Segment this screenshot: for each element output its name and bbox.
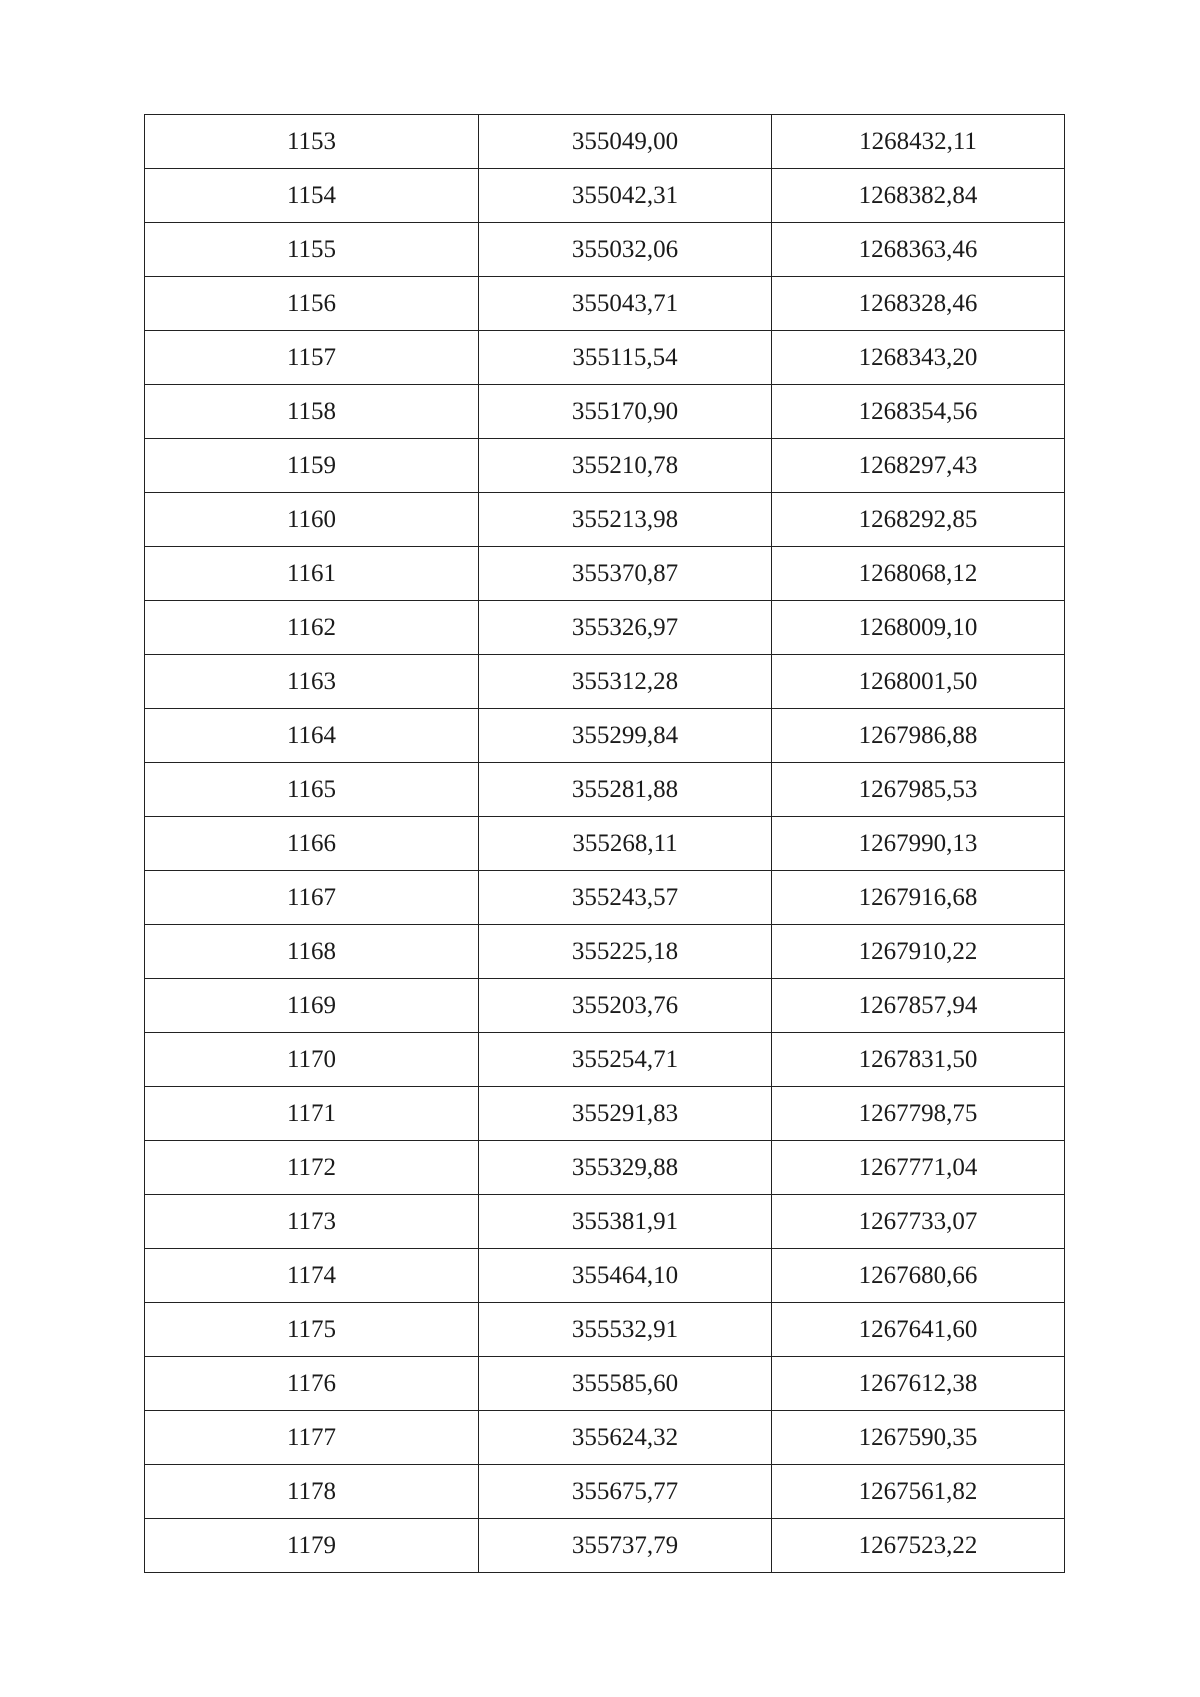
table-row [145,601,1065,655]
x-coordinate-cell: 355254,71 [479,1033,772,1087]
y-coordinate-cell: 1267798,75 [772,1087,1065,1141]
y-coordinate-cell: 1268292,85 [772,493,1065,547]
table-row [145,1303,1065,1357]
x-coordinate-cell: 355737,79 [479,1519,772,1573]
point-number-cell: 1176 [145,1357,479,1411]
point-number-cell: 1166 [145,817,479,871]
y-coordinate-cell: 1268343,20 [772,331,1065,385]
point-number-cell: 1154 [145,169,479,223]
table-row [145,331,1065,385]
table-row [145,1357,1065,1411]
y-coordinate-cell: 1268297,43 [772,439,1065,493]
x-coordinate-cell: 355032,06 [479,223,772,277]
x-coordinate-cell: 355281,88 [479,763,772,817]
y-coordinate-cell: 1268432,11 [772,115,1065,169]
table-row [145,277,1065,331]
y-coordinate-cell: 1267561,82 [772,1465,1065,1519]
x-coordinate-cell: 355203,76 [479,979,772,1033]
y-coordinate-cell: 1267910,22 [772,925,1065,979]
point-number-cell: 1156 [145,277,479,331]
table-row [145,1033,1065,1087]
table-row [145,817,1065,871]
point-number-cell: 1168 [145,925,479,979]
x-coordinate-cell: 355170,90 [479,385,772,439]
point-number-cell: 1161 [145,547,479,601]
point-number-cell: 1164 [145,709,479,763]
table-row [145,1087,1065,1141]
point-number-cell: 1169 [145,979,479,1033]
table-row [145,1249,1065,1303]
y-coordinate-cell: 1267680,66 [772,1249,1065,1303]
table-row [145,1465,1065,1519]
y-coordinate-cell: 1267985,53 [772,763,1065,817]
table-row [145,871,1065,925]
x-coordinate-cell: 355585,60 [479,1357,772,1411]
y-coordinate-cell: 1267916,68 [772,871,1065,925]
y-coordinate-cell: 1268009,10 [772,601,1065,655]
y-coordinate-cell: 1267590,35 [772,1411,1065,1465]
table-row [145,655,1065,709]
coordinates-table-body [145,115,1065,1573]
table-row [145,709,1065,763]
point-number-cell: 1162 [145,601,479,655]
point-number-cell: 1158 [145,385,479,439]
point-number-cell: 1167 [145,871,479,925]
x-coordinate-cell: 355225,18 [479,925,772,979]
y-coordinate-cell: 1268328,46 [772,277,1065,331]
x-coordinate-cell: 355675,77 [479,1465,772,1519]
point-number-cell: 1159 [145,439,479,493]
x-coordinate-cell: 355464,10 [479,1249,772,1303]
x-coordinate-cell: 355243,57 [479,871,772,925]
point-number-cell: 1165 [145,763,479,817]
y-coordinate-cell: 1267986,88 [772,709,1065,763]
table-row [145,439,1065,493]
y-coordinate-cell: 1267641,60 [772,1303,1065,1357]
table-row [145,1141,1065,1195]
table-row [145,979,1065,1033]
coordinates-table [144,114,1065,1573]
x-coordinate-cell: 355624,32 [479,1411,772,1465]
point-number-cell: 1172 [145,1141,479,1195]
x-coordinate-cell: 355326,97 [479,601,772,655]
y-coordinate-cell: 1268363,46 [772,223,1065,277]
x-coordinate-cell: 355042,31 [479,169,772,223]
table-row [145,1519,1065,1573]
point-number-cell: 1179 [145,1519,479,1573]
y-coordinate-cell: 1268382,84 [772,169,1065,223]
point-number-cell: 1177 [145,1411,479,1465]
table-row [145,115,1065,169]
x-coordinate-cell: 355381,91 [479,1195,772,1249]
point-number-cell: 1174 [145,1249,479,1303]
y-coordinate-cell: 1267990,13 [772,817,1065,871]
point-number-cell: 1175 [145,1303,479,1357]
point-number-cell: 1170 [145,1033,479,1087]
y-coordinate-cell: 1267733,07 [772,1195,1065,1249]
x-coordinate-cell: 355043,71 [479,277,772,331]
table-row [145,385,1065,439]
x-coordinate-cell: 355049,00 [479,115,772,169]
table-row [145,169,1065,223]
y-coordinate-cell: 1268354,56 [772,385,1065,439]
point-number-cell: 1173 [145,1195,479,1249]
x-coordinate-cell: 355299,84 [479,709,772,763]
point-number-cell: 1153 [145,115,479,169]
x-coordinate-cell: 355115,54 [479,331,772,385]
table-row [145,763,1065,817]
table-row [145,493,1065,547]
point-number-cell: 1157 [145,331,479,385]
y-coordinate-cell: 1267523,22 [772,1519,1065,1573]
y-coordinate-cell: 1267857,94 [772,979,1065,1033]
y-coordinate-cell: 1267612,38 [772,1357,1065,1411]
point-number-cell: 1160 [145,493,479,547]
table-row [145,1195,1065,1249]
x-coordinate-cell: 355268,11 [479,817,772,871]
point-number-cell: 1171 [145,1087,479,1141]
x-coordinate-cell: 355312,28 [479,655,772,709]
point-number-cell: 1163 [145,655,479,709]
point-number-cell: 1178 [145,1465,479,1519]
x-coordinate-cell: 355213,98 [479,493,772,547]
x-coordinate-cell: 355210,78 [479,439,772,493]
x-coordinate-cell: 355291,83 [479,1087,772,1141]
table-row [145,223,1065,277]
table-row [145,547,1065,601]
x-coordinate-cell: 355329,88 [479,1141,772,1195]
point-number-cell: 1155 [145,223,479,277]
table-row [145,925,1065,979]
y-coordinate-cell: 1267831,50 [772,1033,1065,1087]
y-coordinate-cell: 1268068,12 [772,547,1065,601]
x-coordinate-cell: 355370,87 [479,547,772,601]
y-coordinate-cell: 1267771,04 [772,1141,1065,1195]
x-coordinate-cell: 355532,91 [479,1303,772,1357]
y-coordinate-cell: 1268001,50 [772,655,1065,709]
table-row [145,1411,1065,1465]
